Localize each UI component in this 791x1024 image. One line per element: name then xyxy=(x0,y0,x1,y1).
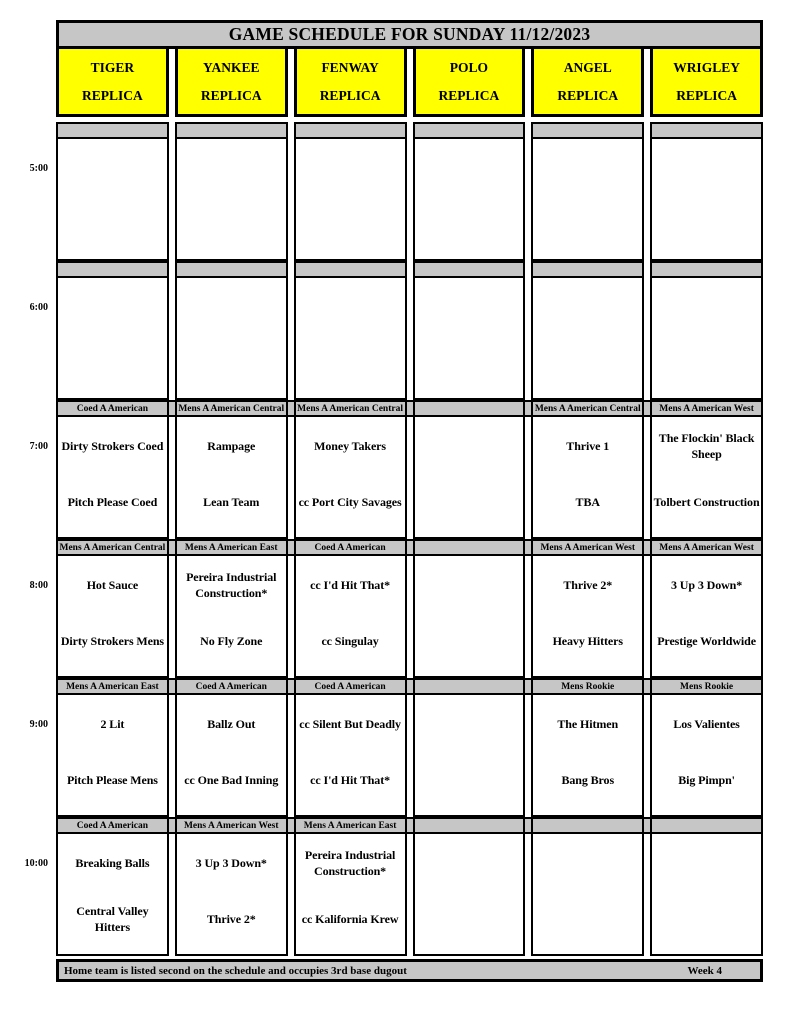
division-band xyxy=(56,122,763,139)
home-team-name: Pitch Please Coed xyxy=(67,495,158,510)
home-team-name: cc Port City Savages xyxy=(298,495,402,510)
games-row xyxy=(56,834,763,956)
division-label xyxy=(650,819,763,832)
division-label: Mens Rookie xyxy=(531,680,644,693)
game-cell xyxy=(175,417,288,539)
home-team-name: cc Kalifornia Krew xyxy=(301,912,399,927)
division-label: Mens A American East xyxy=(294,819,407,832)
game-cell xyxy=(175,278,288,400)
away-team-name xyxy=(416,560,523,612)
hour-block-7-00 xyxy=(29,400,763,539)
time-label: 10:00 xyxy=(24,858,48,869)
time-label: 9:00 xyxy=(29,719,48,730)
away-team-name xyxy=(534,143,641,195)
away-team-name: Breaking Balls xyxy=(75,856,150,871)
home-team-name: Central Valley Hitters xyxy=(76,904,149,934)
division-label: Mens A American East xyxy=(56,680,169,693)
field-header-row xyxy=(56,46,763,117)
division-label xyxy=(294,122,407,139)
home-team-name: Heavy Hitters xyxy=(552,634,623,649)
home-team-name xyxy=(416,477,523,529)
field-header-polo xyxy=(413,46,526,117)
home-team-name xyxy=(59,338,166,390)
away-team-name xyxy=(59,143,166,195)
field-name: POLO xyxy=(449,59,489,75)
game-cell xyxy=(413,278,526,400)
field-sub-label: REPLICA xyxy=(676,87,737,103)
away-team-name: The Hitmen xyxy=(557,717,619,732)
game-cell xyxy=(56,139,169,261)
away-team-name xyxy=(416,143,523,195)
division-label: Coed A American xyxy=(294,541,407,554)
division-label xyxy=(413,402,526,415)
game-cell xyxy=(294,695,407,817)
home-team-name: Lean Team xyxy=(203,495,260,510)
hour-block-9-00 xyxy=(29,678,763,817)
home-team-name xyxy=(534,338,641,390)
away-team-name: Thrive 1 xyxy=(566,439,610,454)
division-band xyxy=(56,539,763,556)
division-label xyxy=(531,122,644,139)
game-cell xyxy=(531,834,644,956)
field-sub-label: REPLICA xyxy=(319,87,381,103)
away-team-name: 3 Up 3 Down* xyxy=(195,856,267,871)
division-label xyxy=(56,122,169,139)
division-label: Mens A American East xyxy=(175,541,288,554)
home-team-name xyxy=(416,755,523,807)
games-row xyxy=(56,556,763,678)
home-team-name xyxy=(416,894,523,946)
field-header-wrigley xyxy=(650,46,763,117)
away-team-name: Los Valientes xyxy=(673,717,740,732)
away-team-name: Rampage xyxy=(207,439,256,454)
game-cell xyxy=(650,556,763,678)
time-label: 7:00 xyxy=(29,441,48,452)
game-cell xyxy=(56,556,169,678)
division-label: Coed A American xyxy=(175,680,288,693)
field-name: TIGER xyxy=(90,59,135,75)
hour-block-5-00 xyxy=(29,122,763,261)
away-team-name xyxy=(653,282,760,334)
game-cell xyxy=(413,834,526,956)
schedule-title: GAME SCHEDULE FOR SUNDAY 11/12/2023 xyxy=(56,20,763,49)
away-team-name xyxy=(653,838,760,890)
home-team-name: Bang Bros xyxy=(561,773,615,788)
game-cell xyxy=(413,695,526,817)
division-label: Coed A American xyxy=(56,402,169,415)
game-cell xyxy=(294,556,407,678)
game-cell xyxy=(175,695,288,817)
division-label xyxy=(531,261,644,278)
away-team-name xyxy=(297,282,404,334)
game-cell xyxy=(56,695,169,817)
division-label: Coed A American xyxy=(294,680,407,693)
field-name: FENWAY xyxy=(321,59,379,75)
game-cell xyxy=(650,695,763,817)
division-label xyxy=(294,261,407,278)
division-label xyxy=(413,819,526,832)
field-header-yankee xyxy=(175,46,288,117)
away-team-name: cc I'd Hit That* xyxy=(310,578,390,593)
division-label xyxy=(650,122,763,139)
game-cell xyxy=(531,139,644,261)
games-row xyxy=(56,417,763,539)
home-team-name xyxy=(297,338,404,390)
home-team-name: Prestige Worldwide xyxy=(657,634,756,649)
game-cell xyxy=(413,139,526,261)
schedule-body xyxy=(24,122,763,956)
home-team-name xyxy=(534,199,641,251)
home-team-name: Thrive 2* xyxy=(206,912,256,927)
game-cell xyxy=(175,556,288,678)
division-label xyxy=(175,261,288,278)
field-name: YANKEE xyxy=(202,59,260,75)
game-cell xyxy=(650,278,763,400)
away-team-name: Ballz Out xyxy=(207,717,256,732)
division-label xyxy=(413,261,526,278)
away-team-name: The Flockin' Black Sheep xyxy=(658,431,755,461)
away-team-name: Hot Sauce xyxy=(86,578,139,593)
division-label xyxy=(175,122,288,139)
division-band xyxy=(56,261,763,278)
game-cell xyxy=(650,139,763,261)
game-cell xyxy=(531,556,644,678)
hour-block-8-00 xyxy=(29,539,763,678)
division-band xyxy=(56,678,763,695)
game-cell xyxy=(294,417,407,539)
away-team-name: cc Silent But Deadly xyxy=(299,717,401,732)
game-cell xyxy=(531,695,644,817)
home-team-name xyxy=(297,199,404,251)
field-header-fenway xyxy=(294,46,407,117)
game-cell xyxy=(294,834,407,956)
home-team-name: No Fly Zone xyxy=(200,634,263,649)
home-team-name: cc One Bad Inning xyxy=(184,773,279,788)
home-team-name: Pitch Please Mens xyxy=(66,773,158,788)
home-team-name: cc Singulay xyxy=(321,634,379,649)
field-name: WRIGLEY xyxy=(673,59,740,75)
away-team-name xyxy=(59,282,166,334)
division-label: Coed A American xyxy=(56,819,169,832)
division-label: Mens A American West xyxy=(531,541,644,554)
away-team-name xyxy=(416,838,523,890)
away-team-name: Pereira Industrial Construction* xyxy=(304,848,396,878)
division-label: Mens A American West xyxy=(175,819,288,832)
game-cell xyxy=(531,417,644,539)
game-cell xyxy=(56,834,169,956)
game-cell xyxy=(650,834,763,956)
field-sub-label: REPLICA xyxy=(557,87,619,103)
home-team-name xyxy=(59,199,166,251)
division-label xyxy=(413,122,526,139)
time-label: 6:00 xyxy=(29,302,48,313)
game-cell xyxy=(413,417,526,539)
games-row xyxy=(56,695,763,817)
division-label xyxy=(413,680,526,693)
away-team-name: Thrive 2* xyxy=(563,578,613,593)
home-team-name: Tolbert Construction xyxy=(653,495,760,510)
away-team-name: Money Takers xyxy=(314,439,386,454)
hour-block-6-00 xyxy=(29,261,763,400)
division-label xyxy=(56,261,169,278)
field-sub-label: REPLICA xyxy=(200,87,262,103)
home-team-name xyxy=(653,338,760,390)
game-cell xyxy=(294,278,407,400)
division-label: Mens A American West xyxy=(650,402,763,415)
division-label: Mens A American Central xyxy=(531,402,644,415)
home-team-name: TBA xyxy=(575,495,600,510)
home-team-name xyxy=(178,199,285,251)
away-team-name xyxy=(416,421,523,473)
away-team-name xyxy=(416,699,523,751)
time-label: 8:00 xyxy=(29,580,48,591)
game-cell xyxy=(56,278,169,400)
games-row xyxy=(56,278,763,400)
away-team-name: 3 Up 3 Down* xyxy=(671,578,743,593)
division-label: Mens A American Central xyxy=(294,402,407,415)
division-label: Mens A American West xyxy=(650,541,763,554)
home-team-name xyxy=(653,894,760,946)
field-sub-label: REPLICA xyxy=(438,87,500,103)
home-team-name xyxy=(416,338,523,390)
away-team-name xyxy=(178,282,285,334)
footer-note: Home team is listed second on the schedule and occupies 3rd base dugout xyxy=(64,964,407,977)
home-team-name xyxy=(653,199,760,251)
division-band xyxy=(56,817,763,834)
game-cell xyxy=(175,139,288,261)
away-team-name: Dirty Strokers Coed xyxy=(61,439,164,454)
home-team-name: cc I'd Hit That* xyxy=(310,773,390,788)
home-team-name xyxy=(416,616,523,668)
home-team-name xyxy=(416,199,523,251)
field-header-angel xyxy=(531,46,644,117)
division-band xyxy=(56,400,763,417)
away-team-name xyxy=(416,282,523,334)
away-team-name xyxy=(534,282,641,334)
division-label: Mens Rookie xyxy=(650,680,763,693)
division-label xyxy=(413,541,526,554)
away-team-name xyxy=(653,143,760,195)
time-label: 5:00 xyxy=(29,163,48,174)
home-team-name: Dirty Strokers Mens xyxy=(60,634,165,649)
game-cell xyxy=(294,139,407,261)
home-team-name xyxy=(178,338,285,390)
game-cell xyxy=(175,834,288,956)
games-row xyxy=(56,139,763,261)
game-cell xyxy=(56,417,169,539)
division-label: Mens A American Central xyxy=(56,541,169,554)
home-team-name: Big Pimpn' xyxy=(678,773,735,788)
division-label xyxy=(650,261,763,278)
game-cell xyxy=(413,556,526,678)
away-team-name xyxy=(297,143,404,195)
away-team-name xyxy=(534,838,641,890)
footer-bar xyxy=(56,959,763,982)
hour-block-10-00 xyxy=(24,817,763,956)
away-team-name: Pereira Industrial Construction* xyxy=(186,570,277,600)
division-label: Mens A American Central xyxy=(175,402,288,415)
schedule-sheet xyxy=(24,20,763,982)
week-badge: Week 4 xyxy=(687,964,722,977)
division-label xyxy=(531,819,644,832)
field-header-tiger xyxy=(56,46,169,117)
away-team-name: 2 Lit xyxy=(100,717,125,732)
field-name: ANGEL xyxy=(563,59,612,75)
game-cell xyxy=(531,278,644,400)
field-sub-label: REPLICA xyxy=(82,87,143,103)
away-team-name xyxy=(178,143,285,195)
home-team-name xyxy=(534,894,641,946)
game-cell xyxy=(650,417,763,539)
